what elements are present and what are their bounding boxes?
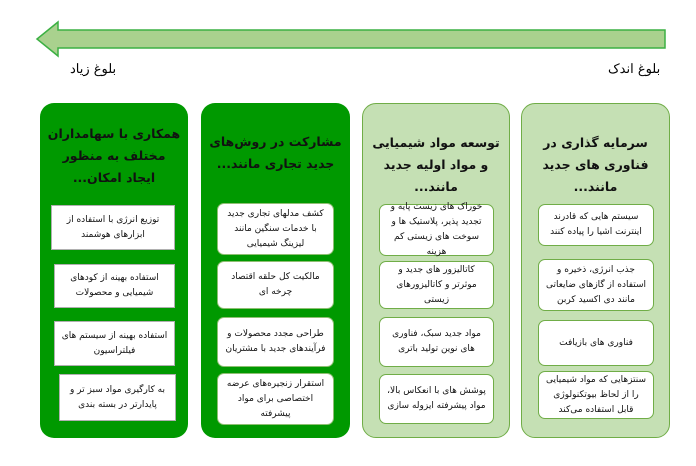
- list-item: فناوری های بازیافت: [538, 320, 654, 366]
- column-title: مشارکت در روش‌های جدید تجاری مانند...: [209, 134, 342, 171]
- list-item: پوشش های با انعکاس بالا، مواد پیشرفته ایزوله سازی: [379, 374, 494, 424]
- list-item: مالکیت کل حلقه اقتصاد چرخه ای: [217, 261, 334, 309]
- column-stakeholder-collaboration: [40, 103, 188, 438]
- column-title: همکاری با سهامداران مختلف به منظور ایجاد امکان...: [47, 126, 181, 185]
- list-item: کشف مدلهای تجاری جدید با خدمات سنگین مانند لیزینگ شیمیایی: [217, 203, 334, 255]
- list-item: خوراک های زیست پایه و تجدید پذیر، پلاستیک ها و سوخت های زیستی کم هزینه: [379, 204, 494, 256]
- list-item: مواد جدید سبک، فناوری های نوین تولید باتری: [379, 317, 494, 367]
- list-item: توزیع انرژی با استفاده از ابزارهای هوشمند: [51, 205, 175, 250]
- list-item: طراحی مجدد محصولات و فرآیندهای جدید با مشتریان: [217, 317, 334, 367]
- list-item: استفاده بهینه از سیستم های فیلتراسیون: [54, 321, 175, 366]
- label-high-maturity: بلوغ زیاد: [70, 62, 117, 77]
- column-invest-new-tech: [521, 103, 670, 438]
- column-new-business-models: [201, 103, 350, 438]
- list-item: به کارگیری مواد سبز تر و پایدارتر در بسته بندی: [59, 374, 176, 421]
- list-item: سنتزهایی که مواد شیمیایی را از لحاظ بیوتکنولوژی قابل استفاده می‌کند: [538, 371, 654, 419]
- list-item: جذب انرژی، ذخیره و استفاده از گازهای ضایعاتی مانند دی اکسید کربن: [538, 259, 654, 311]
- column-title: سرمایه گذاری در فناوری های جدید مانند...: [542, 135, 649, 194]
- list-item: استفاده بهینه از کودهای شیمیایی و محصولات: [54, 264, 175, 308]
- list-item: استقرار زنجیره‌های عرضه اختصاصی برای مواد پیشرفته: [217, 373, 334, 425]
- list-item: سیستم هایی که قادرند اینترنت اشیا را پیاده کنند: [538, 204, 654, 246]
- label-low-maturity: بلوغ اندک: [608, 62, 661, 77]
- list-item: کاتالیزور های جدید و موثرتر و کاتالیزورهای زیستی: [379, 261, 494, 309]
- column-develop-new-materials: [362, 103, 510, 438]
- column-title: توسعه مواد شیمیایی و مواد اولیه جدید مانند...: [372, 135, 500, 194]
